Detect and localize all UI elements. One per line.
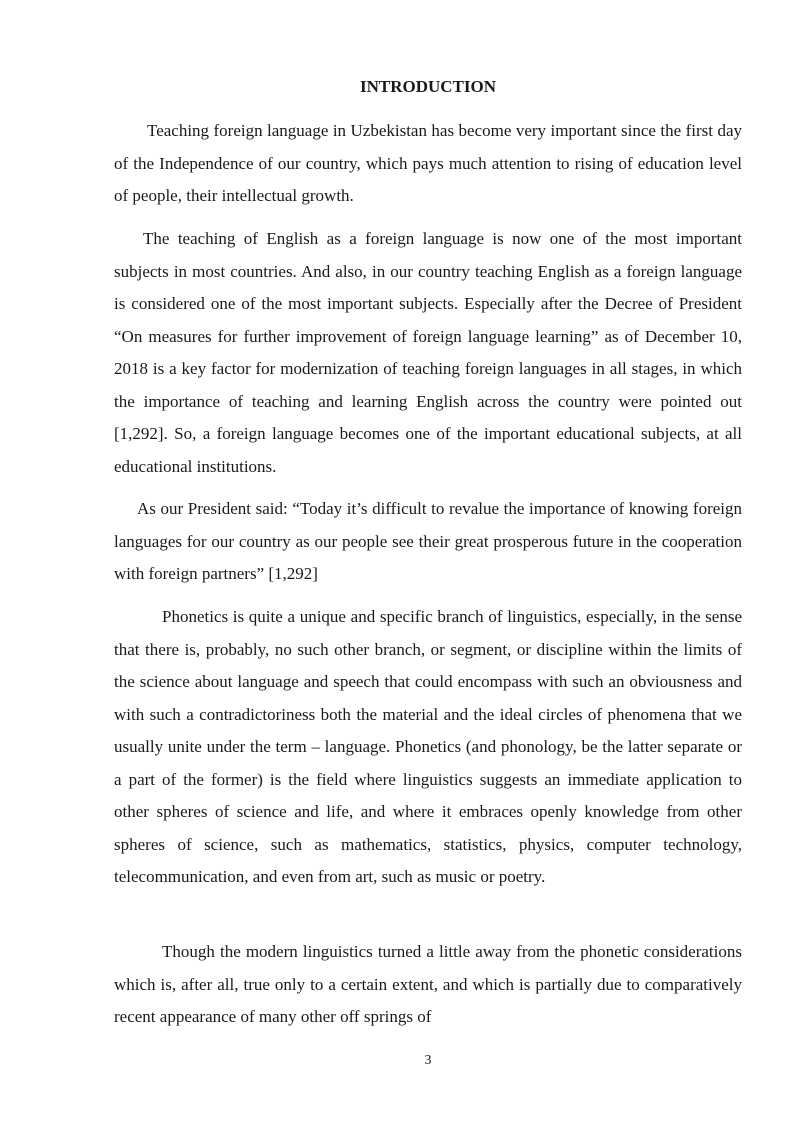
paragraph: As our President said: “Today it’s difficult to revalue the importance of knowing foreign languages for our country as our people see their great prosperous future in the cooperation with foreign partners” [1,292] [114, 499, 742, 583]
paragraph: The teaching of English as a foreign language is now one of the most important subjects in most countries. And also, in our country teaching English as a foreign language is considered one of the most important subjects. Especially after the Decree of President “On measures for further improvement of foreign language learning” as of December 10, 2018 is a key factor for modernization of teaching foreign languages in all stages, in which the importance of teaching and learning English across the country were pointed out [1,292]. So, a foreign language becomes one of the important educational subjects, at all educational institutions. [114, 229, 742, 476]
paragraph: Teaching foreign language in Uzbekistan has become very important since the first day of the Independence of our country, which pays much attention to rising of education level of people, their intellectual growth. [114, 121, 742, 205]
paragraph: Though the modern linguistics turned a little away from the phonetic considerations which is, after all, true only to a certain extent, and which is partially due to comparatively recent appearance of many other off springs of [114, 942, 742, 1026]
page-number: 3 [424, 1053, 432, 1068]
page-title: INTRODUCTION [359, 77, 497, 96]
paragraph: Phonetics is quite a unique and specific branch of linguistics, especially, in the sense that there is, probably, no such other branch, or segment, or discipline within the limits of the science about language and speech that could encompass with such an obviousness and with such a contradictoriness both the material and the ideal circles of phenomena that we usually unite under the term – language. Phonetics (and phonology, be the latter separate or a part of the former) is the field where linguistics suggests an immediate application to other spheres of science and life, and where it embraces openly knowledge from other spheres of science, such as mathematics, statistics, physics, computer technology, telecommunication, and even from art, such as music or poetry. [114, 607, 742, 886]
